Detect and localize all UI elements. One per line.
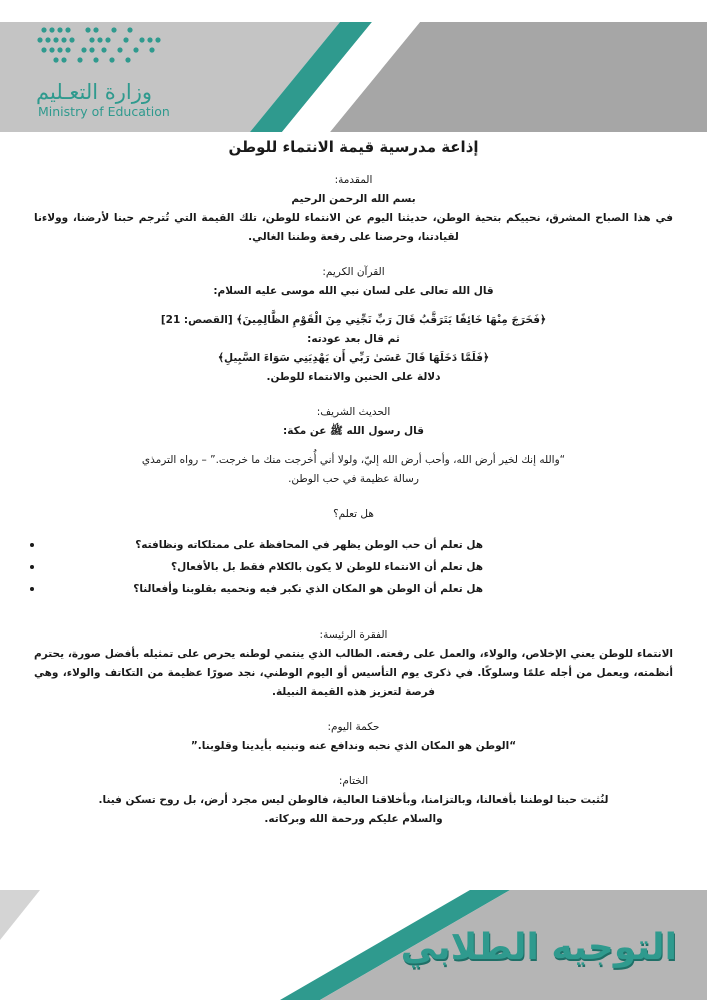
list-item: هل تعلم أن الانتماء للوطن لا يكون بالكلام فقط بل بالأفعال؟ — [34, 556, 673, 578]
facts-list — [34, 534, 673, 600]
closing-label: الختام: — [338, 775, 369, 787]
ayah-2: ﴿فَلَمَّا دَخَلَهَا قَالَ عَسَىٰ رَبِّي أَن يَهْدِيَنِي سَوَاءَ السَّبِيلِ﴾ — [217, 352, 490, 364]
ministry-name-ar: وزارة التعـليم — [36, 80, 153, 104]
document-body — [34, 134, 673, 829]
intro-text: في هذا الصباح المشرق، نحييكم بتحية الوطن، حديثنا اليوم عن الانتماء للوطن، تلك القيمة التي تُترجم حبنا لأرضنا، وولاءنا لقيادتنا، وحرصنا على رفعة وطننا الغالي. — [34, 212, 673, 243]
footer-title: التوجيه الطلابي — [400, 927, 677, 968]
ministry-name-en: Ministry of Education — [38, 104, 170, 119]
quran-line-3: دلالة على الحنين والانتماء للوطن. — [266, 371, 441, 383]
list-item: هل تعلم أن حب الوطن يظهر في المحافظة على ممتلكاته ونظافته؟ — [34, 534, 673, 556]
list-item: هل تعلم أن الوطن هو المكان الذي نكبر فيه ونحميه بقلوبنا وأفعالنا؟ — [34, 578, 673, 600]
closing-line-1: لنُثبت حبنا لوطننا بأفعالنا، وبالتزامنا، وبأخلاقنا العالية، فالوطن ليس مجرد أرض، بل روح تسكن فينا. — [98, 794, 609, 806]
footer-light-band — [0, 890, 40, 940]
wisdom-label: حكمة اليوم: — [327, 721, 380, 733]
basmala: بسم الله الرحمن الرحيم — [291, 193, 416, 205]
intro-label: المقدمة: — [334, 174, 373, 186]
main-label: الفقرة الرئيسة: — [319, 629, 388, 641]
page-title: إذاعة مدرسية قيمة الانتماء للوطن — [228, 138, 479, 156]
hadith-note: رسالة عظيمة في حب الوطن. — [288, 473, 419, 485]
ayah-1: ﴿فَخَرَجَ مِنْهَا خَائِفًا يَتَرَقَّبُ قَالَ رَبِّ نَجِّنِي مِنَ الْقَوْمِ الظَّالِمِينَ﴾ [القصص: 21] — [160, 314, 547, 326]
hadith-text: “والله إنك لخير أرض الله، وأحب أرض الله إليّ، ولولا أني أُخرجت منك ما خرجت.” – رواه الترمذي — [141, 454, 566, 466]
hadith-label: الحديث الشريف: — [316, 406, 391, 418]
main-text: الانتماء للوطن يعني الإخلاص، والولاء، والعمل على رفعته. الطالب الذي ينتمي لوطنه يحرص على تمثيله بأفضل صورة، يحترم أنظمته، ويعمل من أجله علمًا وسلوكًا. في ذكرى يوم التأسيس أو اليوم الوطني، نجد صورًا عظيمة من التكاتف والولاء، وهي فرصة لتعزيز هذه القيمة النبيلة. — [34, 648, 673, 698]
facts-label: هل تعلم؟ — [333, 508, 374, 520]
quran-label: القرآن الكريم: — [322, 266, 385, 278]
quran-line-1: قال الله تعالى على لسان نبي الله موسى عليه السلام: — [213, 285, 494, 297]
quran-line-2: ثم قال بعد عودته: — [307, 333, 400, 345]
hadith-line-1: قال رسول الله ﷺ عن مكة: — [283, 425, 424, 437]
wisdom-text: “الوطن هو المكان الذي نحبه وندافع عنه ونبنيه بأيدينا وقلوبنا.” — [190, 740, 517, 752]
closing-line-2: والسلام عليكم ورحمة الله وبركاته. — [264, 813, 443, 825]
